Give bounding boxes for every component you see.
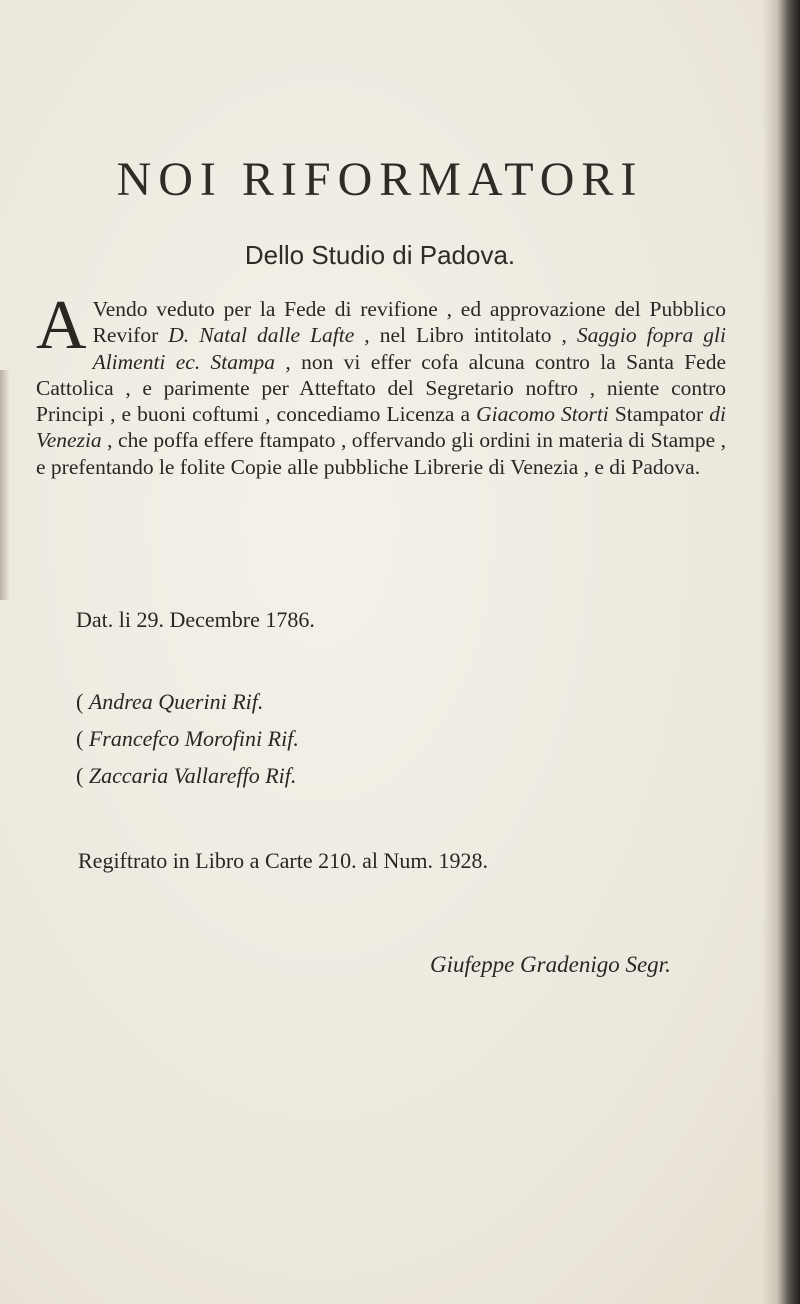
signatory (76, 720, 299, 757)
page-title: NOI RIFORMATORI (116, 153, 644, 206)
body-segment: , non vi effer cofa alcuna contro la Santa Fede Cattolica , e parimente per Atteftato del Segretario noftro , niente contro Principi , e buoni coftumi , concediamo Licenza a (36, 349, 727, 427)
drop-cap: A (36, 287, 87, 364)
body-segment: Vendo veduto per la Fede di revifione , ed approvazione del Pubblico Revifor (92, 297, 726, 348)
page-subtitle: Dello Studio di Padova. (244, 240, 516, 270)
signatory-name: Zaccaria Vallareffo (88, 763, 260, 788)
body-segment: D. Natal dalle Lafte (168, 323, 355, 348)
signatory-name: Francefco Morofini (88, 726, 263, 751)
body-segment: Giacomo Storti (476, 402, 609, 427)
issue-date: Dat. li 29. Decembre 1786. (76, 607, 315, 632)
signatory-list (76, 683, 299, 794)
signatory-paren: ( (76, 689, 89, 714)
signatory-title: Rif. (259, 763, 297, 788)
body-segment: Stampator (608, 402, 710, 427)
signatory-paren: ( (76, 763, 89, 788)
body-segment: Saggio fopra gli Alimenti ec. Stampa (92, 323, 726, 374)
body-segment: di Venezia (36, 402, 727, 453)
signatory (76, 757, 299, 794)
signatory-name: Andrea Querini (88, 689, 227, 714)
page-edge-shadow (0, 370, 10, 600)
book-spine (762, 0, 800, 1304)
secretary-signature: Giufeppe Gradenigo Segr. (430, 952, 671, 977)
signatory-paren: ( (76, 726, 89, 751)
signatory (76, 683, 299, 720)
signatory-title: Rif. (226, 689, 264, 714)
body-segment: , nel Libro intitolato , (354, 323, 577, 348)
body-segment: , che poffa effere ftampato , offervando gli ordini in materia di Stampe , e prefentando le folite Copie alle pubbliche Librerie di Venezia , e di Padova. (36, 428, 726, 479)
license-paragraph (36, 287, 727, 480)
registration-note: Regiftrato in Libro a Carte 210. al Num. 1928. (78, 848, 488, 873)
signatory-title: Rif. (262, 726, 299, 751)
